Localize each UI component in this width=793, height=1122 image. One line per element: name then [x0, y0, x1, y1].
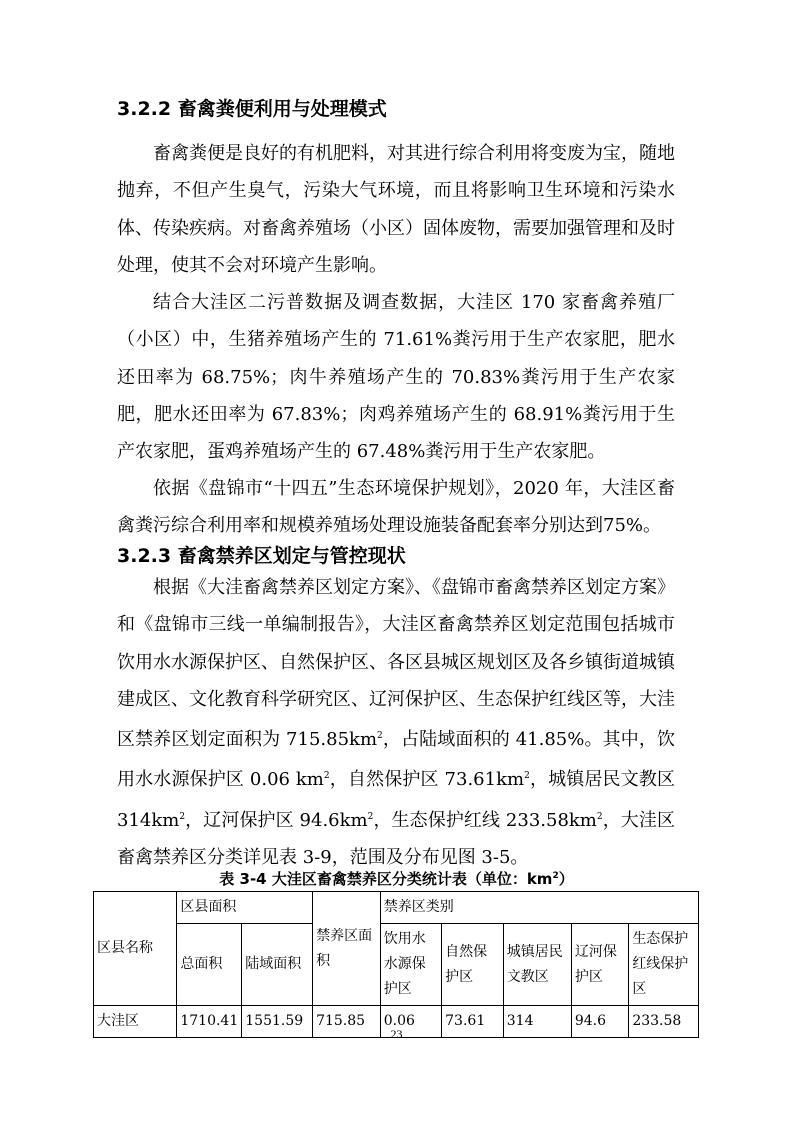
table-cell: 94.6 [571, 1006, 628, 1038]
para-text: 根据《大洼畜禽禁养区划定方案》、《盘锦市畜禽禁养区划定方案》和《盘锦市三线一单编制报告》，大洼区畜禽禁养区划定范围包括城市饮用水水源保护区、自然保护区、各区县城区规划区及各乡镇街道城镇建成区、文化教育科学研究区、辽河保护区、生态保护红线区等，大洼区禁养区划定面积为 715.85km [117, 577, 675, 751]
header-water-source: 饮用水水源保护区 [380, 924, 441, 1006]
header-nature-reserve: 自然保护区 [442, 924, 504, 1006]
page-number: 23 [390, 1027, 403, 1041]
header-district-area: 区县面积 [177, 892, 313, 924]
section-heading-322: 3.2.2 畜禽粪便利用与处理模式 [117, 98, 387, 120]
paragraph-322-3: 依据《盘锦市“十四五”生态环境保护规划》，2020 年，大洼区畜禽粪污综合利用率和规模养殖场处理设施装备配套率分别达到75%。 [117, 478, 675, 537]
header-ban-area: 禁养区面积 [313, 892, 381, 1006]
para-text: ，辽河保护区 94.6km [185, 809, 368, 831]
table-cell: 715.85 [313, 1006, 381, 1038]
table-cell: 1551.59 [242, 1006, 313, 1038]
superscript: 2 [377, 731, 383, 742]
superscript: 2 [524, 771, 530, 782]
table-cell: 1710.41 [177, 1006, 242, 1038]
superscript: 2 [596, 811, 603, 822]
caption-text: 表 3-4 大洼区畜禽禁养区分类统计表（单位：km [219, 870, 553, 888]
superscript: 2 [323, 771, 330, 782]
header-urban-edu: 城镇居民文教区 [503, 924, 571, 1006]
para-text: ，自然保护区 73.61km [329, 769, 525, 791]
paragraph-322-1: 畜禽粪便是良好的有机肥料，对其进行综合利用将变废为宝，随地抛弃，不但产生臭气，污染大气环境，而且将影响卫生环境和污染水体、传染疾病。对畜禽养殖场（小区）固体废物，需要加强管理和及时处理，使其不会对环境产生影响。 [117, 143, 675, 276]
header-eco-redline: 生态保护红线保护区 [629, 924, 699, 1006]
table-cell: 314 [503, 1006, 571, 1038]
header-total-area: 总面积 [177, 924, 242, 1006]
superscript: 2 [179, 811, 186, 822]
table-cell: 0.06 [380, 1006, 441, 1038]
para-text: ，占陆域面积的 41.85%。其中，饮用水水源保护区 0.06 km [117, 729, 675, 791]
header-ban-category: 禁养区类别 [380, 892, 698, 924]
caption-text: ） [558, 870, 574, 888]
para-text: ，城镇居民文教区 314km [117, 769, 676, 831]
superscript: 2 [367, 811, 374, 822]
header-district-name: 区县名称 [94, 892, 177, 1006]
header-land-area: 陆域面积 [242, 924, 313, 1006]
section-heading-323: 3.2.3 畜禽禁养区划定与管控现状 [117, 545, 406, 567]
table-cell: 73.61 [442, 1006, 504, 1038]
ban-area-table [93, 891, 699, 1038]
header-liaohe: 辽河保护区 [571, 924, 628, 1006]
para-text: ，生态保护红线 233.58km [373, 809, 597, 831]
paragraph-322-2: 结合大洼区二污普数据及调查数据，大洼区 170 家畜禽养殖厂（小区）中，生猪养殖场产生的 71.61%粪污用于生产农家肥，肥水还田率为 68.75%；肉牛养殖场产生的 70.83%粪污用于生产农家肥，肥水还田率为 67.83%；肉鸡养殖场产生的 68.91%粪污用于生产农家肥，蛋鸡养殖场产生的 67.48%粪污用于生产农家肥。 [117, 292, 675, 463]
paragraph-323-1 [117, 569, 675, 876]
table-cell: 233.58 [629, 1006, 699, 1038]
para-text: ，大洼区畜禽禁养区分类详见表 3-9，范围及分布见图 3-5。 [117, 809, 675, 869]
superscript: 2 [552, 871, 559, 881]
table-cell: 大洼区 [94, 1006, 177, 1038]
table-caption [0, 868, 793, 889]
